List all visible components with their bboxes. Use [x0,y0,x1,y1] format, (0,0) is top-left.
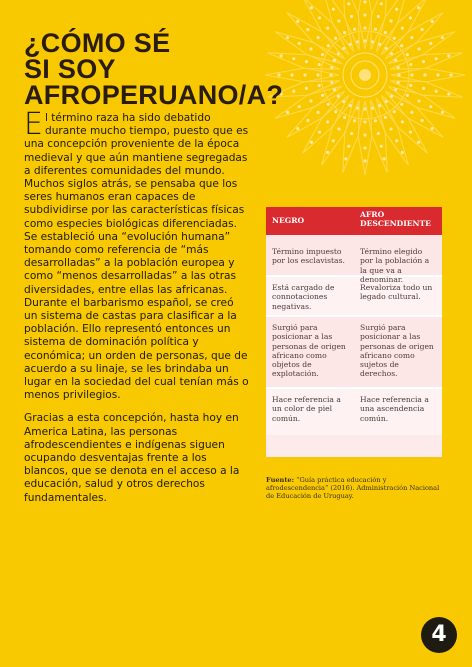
page-title [24,30,283,108]
table-header [266,207,442,235]
table-cell: Hace referencia a un color de piel común. [272,395,341,423]
title-line-2: SI SOY [24,54,116,84]
table-cell: Término elegido por la población a la que va a denominar. [360,247,430,284]
table-cell: Hace referencia a una ascendencia común. [360,395,429,423]
page-number-badge: 4 [421,617,457,653]
table-body [266,235,442,435]
table-cell: Revaloriza todo un legado cultural. [360,283,433,302]
comparison-table [266,207,442,457]
body-text [24,107,249,515]
source-note [266,476,446,500]
table-row [266,235,442,284]
table-row [266,389,442,435]
title-line-1: ¿CÓMO SÉ [24,28,171,58]
table-row [266,277,442,317]
paragraph-1-text: l término raza ha sido debatido durante mucho tiempo, puesto que es una concepción proveniente de la época medieval y que aún mantiene segregadas a diferentes comunidades del mundo. Muchos siglos atrás, se pensaba que los seres humanos eran capaces de subdividirse por las características físicas como especies biológicas diferenciadas. Se estableció una “evolución humana” tomando como referencia de “más desarrolladas” a la población europea y como “menos desarrolladas” a las otras diversidades, entre ellas las africanas. Durante el barbarismo español, se creó un sistema de castas para clasificar a la población. Ello representó entonces un sistema de dominación política y económica; un orden de personas, que de acuerdo a su linaje, se les brindaba un lugar en la sociedad del cual tenían más o menos privilegios. [24,112,249,402]
header-negro: NEGRO [272,216,305,225]
header-afrodescendiente: AFRO DESCENDIENTE [360,210,431,228]
table-cell: Está cargado de connotaciones negativas. [272,283,335,311]
drop-cap: E [24,107,43,142]
table-cell: Término impuesto por los esclavistas. [272,247,345,266]
table-cell: Surgió para posicionar a las personas de origen africano como sujetos de derechos. [360,323,434,379]
sun-icon [250,0,472,190]
source-text: “Guía práctica educación y afrodescendencia” (2016). Administración Nacional de Educación de Uruguay. [266,476,440,500]
paragraph-1 [24,107,249,402]
table-cell: Surgió para posicionar a las personas de origen africano como objetos de explotación. [272,323,346,379]
table-row [266,317,442,389]
source-label: Fuente: [266,476,295,484]
paragraph-2: Gracias a esta concepción, hasta hoy en America Latina, las personas afrodescendientes e indígenas siguen ocupando desventajas frente a los blancos, que se denota en el acceso a la educación, salud y otros derechos fundamentales. [24,412,240,504]
title-line-3: AFROPERUANO/A? [24,80,284,110]
